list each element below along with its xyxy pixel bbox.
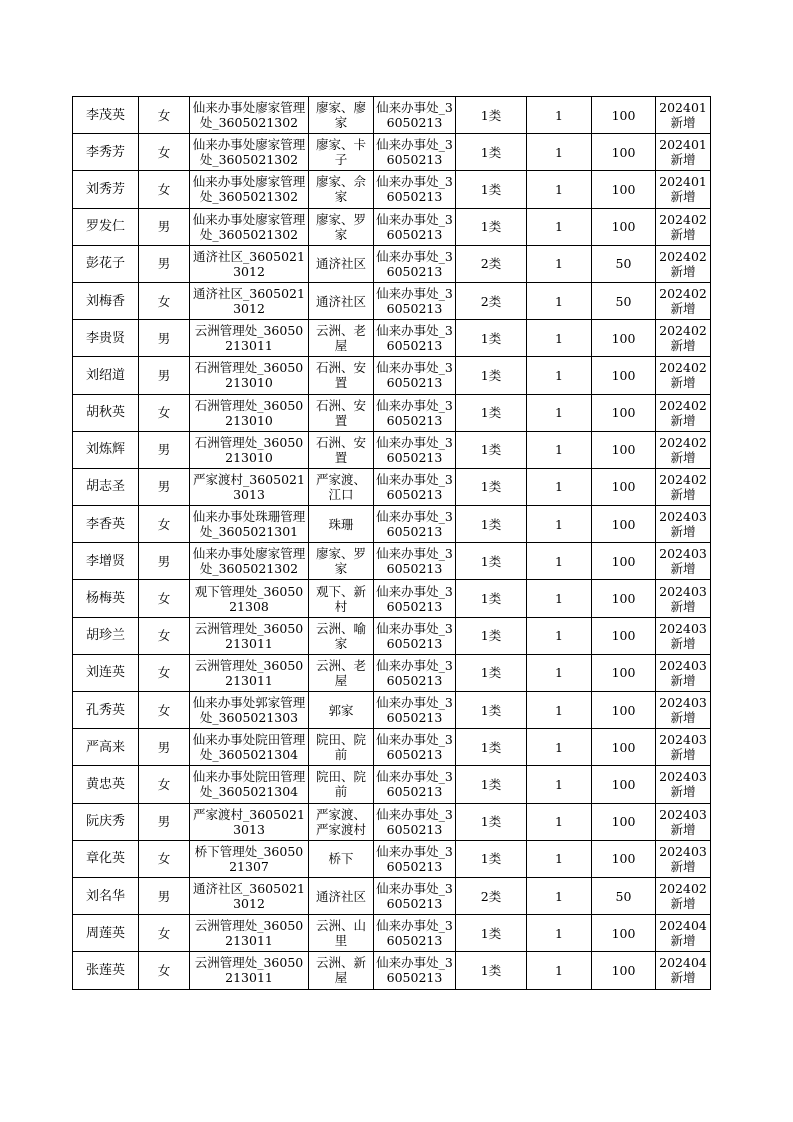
amount-cell: 100 bbox=[592, 729, 656, 766]
count-cell: 1 bbox=[527, 803, 592, 840]
person-name: 杨梅英 bbox=[73, 580, 139, 617]
person-name: 周莲英 bbox=[73, 915, 139, 952]
count-cell: 1 bbox=[527, 320, 592, 357]
category-cell: 1类 bbox=[456, 654, 527, 691]
village-cell: 院田、院前 bbox=[309, 729, 374, 766]
note-cell: 202403新增 bbox=[656, 543, 711, 580]
count-cell: 1 bbox=[527, 580, 592, 617]
amount-cell: 100 bbox=[592, 506, 656, 543]
note-cell: 202401新增 bbox=[656, 134, 711, 171]
amount-cell: 100 bbox=[592, 171, 656, 208]
office-cell: 仙来办事处_36050213 bbox=[374, 97, 456, 134]
count-cell: 1 bbox=[527, 766, 592, 803]
amount-cell: 100 bbox=[592, 617, 656, 654]
village-cell: 廖家、佘家 bbox=[309, 171, 374, 208]
table-row bbox=[73, 877, 711, 914]
office-cell: 仙来办事处_36050213 bbox=[374, 506, 456, 543]
office-cell: 仙来办事处_36050213 bbox=[374, 729, 456, 766]
count-cell: 1 bbox=[527, 915, 592, 952]
village-cell: 廖家、罗家 bbox=[309, 543, 374, 580]
table-row bbox=[73, 617, 711, 654]
table-row bbox=[73, 803, 711, 840]
person-name: 胡秋英 bbox=[73, 394, 139, 431]
person-name: 刘梅香 bbox=[73, 282, 139, 319]
count-cell: 1 bbox=[527, 952, 592, 989]
admin-unit-cell: 仙来办事处廖家管理处_3605021302 bbox=[190, 208, 309, 245]
admin-unit-cell: 通济社区_36050213012 bbox=[190, 877, 309, 914]
amount-cell: 100 bbox=[592, 134, 656, 171]
person-name: 李香英 bbox=[73, 506, 139, 543]
count-cell: 1 bbox=[527, 617, 592, 654]
amount-cell: 50 bbox=[592, 877, 656, 914]
gender-cell: 男 bbox=[139, 543, 190, 580]
village-cell: 观下、新村 bbox=[309, 580, 374, 617]
village-cell: 石洲、安置 bbox=[309, 357, 374, 394]
note-cell: 202403新增 bbox=[656, 654, 711, 691]
category-cell: 2类 bbox=[456, 877, 527, 914]
person-name: 彭花子 bbox=[73, 245, 139, 282]
office-cell: 仙来办事处_36050213 bbox=[374, 692, 456, 729]
person-name: 李秀芳 bbox=[73, 134, 139, 171]
admin-unit-cell: 仙来办事处廖家管理处_3605021302 bbox=[190, 171, 309, 208]
category-cell: 2类 bbox=[456, 245, 527, 282]
admin-unit-cell: 云洲管理处_36050213011 bbox=[190, 617, 309, 654]
admin-unit-cell: 石洲管理处_36050213010 bbox=[190, 431, 309, 468]
admin-unit-cell: 仙来办事处廖家管理处_3605021302 bbox=[190, 97, 309, 134]
gender-cell: 女 bbox=[139, 915, 190, 952]
admin-unit-cell: 仙来办事处廖家管理处_3605021302 bbox=[190, 543, 309, 580]
note-cell: 202403新增 bbox=[656, 506, 711, 543]
gender-cell: 女 bbox=[139, 97, 190, 134]
admin-unit-cell: 云洲管理处_36050213011 bbox=[190, 915, 309, 952]
village-cell: 云洲、新屋 bbox=[309, 952, 374, 989]
admin-unit-cell: 仙来办事处郭家管理处_3605021303 bbox=[190, 692, 309, 729]
office-cell: 仙来办事处_36050213 bbox=[374, 357, 456, 394]
category-cell: 2类 bbox=[456, 282, 527, 319]
person-name: 刘炼辉 bbox=[73, 431, 139, 468]
village-cell: 廖家、卡子 bbox=[309, 134, 374, 171]
roster-body bbox=[73, 97, 711, 990]
person-name: 张莲英 bbox=[73, 952, 139, 989]
note-cell: 202402新增 bbox=[656, 468, 711, 505]
office-cell: 仙来办事处_36050213 bbox=[374, 134, 456, 171]
office-cell: 仙来办事处_36050213 bbox=[374, 766, 456, 803]
village-cell: 石洲、安置 bbox=[309, 431, 374, 468]
note-cell: 202402新增 bbox=[656, 877, 711, 914]
gender-cell: 女 bbox=[139, 282, 190, 319]
gender-cell: 男 bbox=[139, 803, 190, 840]
village-cell: 云洲、老屋 bbox=[309, 320, 374, 357]
admin-unit-cell: 仙来办事处珠珊管理处_3605021301 bbox=[190, 506, 309, 543]
note-cell: 202402新增 bbox=[656, 320, 711, 357]
office-cell: 仙来办事处_36050213 bbox=[374, 840, 456, 877]
gender-cell: 男 bbox=[139, 468, 190, 505]
person-name: 严高来 bbox=[73, 729, 139, 766]
admin-unit-cell: 云洲管理处_36050213011 bbox=[190, 654, 309, 691]
amount-cell: 100 bbox=[592, 840, 656, 877]
person-name: 李增贤 bbox=[73, 543, 139, 580]
office-cell: 仙来办事处_36050213 bbox=[374, 915, 456, 952]
table-row bbox=[73, 245, 711, 282]
amount-cell: 100 bbox=[592, 915, 656, 952]
person-name: 李贵贤 bbox=[73, 320, 139, 357]
person-name: 阮庆秀 bbox=[73, 803, 139, 840]
table-row bbox=[73, 952, 711, 989]
table-row bbox=[73, 394, 711, 431]
person-name: 胡珍兰 bbox=[73, 617, 139, 654]
gender-cell: 男 bbox=[139, 431, 190, 468]
count-cell: 1 bbox=[527, 431, 592, 468]
category-cell: 1类 bbox=[456, 580, 527, 617]
village-cell: 通济社区 bbox=[309, 282, 374, 319]
office-cell: 仙来办事处_36050213 bbox=[374, 245, 456, 282]
gender-cell: 女 bbox=[139, 580, 190, 617]
amount-cell: 100 bbox=[592, 654, 656, 691]
count-cell: 1 bbox=[527, 282, 592, 319]
category-cell: 1类 bbox=[456, 915, 527, 952]
gender-cell: 男 bbox=[139, 245, 190, 282]
table-row bbox=[73, 357, 711, 394]
amount-cell: 50 bbox=[592, 282, 656, 319]
table-row bbox=[73, 692, 711, 729]
person-name: 章化英 bbox=[73, 840, 139, 877]
count-cell: 1 bbox=[527, 468, 592, 505]
person-name: 刘绍道 bbox=[73, 357, 139, 394]
table-row bbox=[73, 282, 711, 319]
admin-unit-cell: 观下管理处_3605021308 bbox=[190, 580, 309, 617]
count-cell: 1 bbox=[527, 134, 592, 171]
gender-cell: 女 bbox=[139, 952, 190, 989]
admin-unit-cell: 仙来办事处廖家管理处_3605021302 bbox=[190, 134, 309, 171]
gender-cell: 女 bbox=[139, 506, 190, 543]
amount-cell: 50 bbox=[592, 245, 656, 282]
village-cell: 通济社区 bbox=[309, 877, 374, 914]
gender-cell: 女 bbox=[139, 654, 190, 691]
village-cell: 云洲、老屋 bbox=[309, 654, 374, 691]
admin-unit-cell: 石洲管理处_36050213010 bbox=[190, 357, 309, 394]
person-name: 孔秀英 bbox=[73, 692, 139, 729]
gender-cell: 女 bbox=[139, 766, 190, 803]
village-cell: 云洲、山里 bbox=[309, 915, 374, 952]
table-row bbox=[73, 134, 711, 171]
person-name: 刘连英 bbox=[73, 654, 139, 691]
office-cell: 仙来办事处_36050213 bbox=[374, 952, 456, 989]
category-cell: 1类 bbox=[456, 468, 527, 505]
category-cell: 1类 bbox=[456, 357, 527, 394]
village-cell: 严家渡、严家渡村 bbox=[309, 803, 374, 840]
table-row bbox=[73, 320, 711, 357]
note-cell: 202402新增 bbox=[656, 394, 711, 431]
table-row bbox=[73, 468, 711, 505]
village-cell: 郭家 bbox=[309, 692, 374, 729]
note-cell: 202401新增 bbox=[656, 97, 711, 134]
village-cell: 院田、院前 bbox=[309, 766, 374, 803]
admin-unit-cell: 桥下管理处_3605021307 bbox=[190, 840, 309, 877]
admin-unit-cell: 通济社区_36050213012 bbox=[190, 245, 309, 282]
category-cell: 1类 bbox=[456, 431, 527, 468]
village-cell: 廖家、罗家 bbox=[309, 208, 374, 245]
category-cell: 1类 bbox=[456, 394, 527, 431]
table-row bbox=[73, 543, 711, 580]
category-cell: 1类 bbox=[456, 840, 527, 877]
person-name: 李茂英 bbox=[73, 97, 139, 134]
category-cell: 1类 bbox=[456, 171, 527, 208]
count-cell: 1 bbox=[527, 506, 592, 543]
note-cell: 202402新增 bbox=[656, 208, 711, 245]
category-cell: 1类 bbox=[456, 134, 527, 171]
village-cell: 廖家、廖家 bbox=[309, 97, 374, 134]
village-cell: 石洲、安置 bbox=[309, 394, 374, 431]
office-cell: 仙来办事处_36050213 bbox=[374, 617, 456, 654]
admin-unit-cell: 严家渡村_36050213013 bbox=[190, 468, 309, 505]
gender-cell: 男 bbox=[139, 208, 190, 245]
category-cell: 1类 bbox=[456, 692, 527, 729]
count-cell: 1 bbox=[527, 208, 592, 245]
category-cell: 1类 bbox=[456, 766, 527, 803]
gender-cell: 女 bbox=[139, 171, 190, 208]
note-cell: 202403新增 bbox=[656, 729, 711, 766]
village-cell: 通济社区 bbox=[309, 245, 374, 282]
admin-unit-cell: 云洲管理处_36050213011 bbox=[190, 952, 309, 989]
office-cell: 仙来办事处_36050213 bbox=[374, 208, 456, 245]
office-cell: 仙来办事处_36050213 bbox=[374, 543, 456, 580]
office-cell: 仙来办事处_36050213 bbox=[374, 320, 456, 357]
count-cell: 1 bbox=[527, 543, 592, 580]
gender-cell: 男 bbox=[139, 877, 190, 914]
village-cell: 严家渡、江口 bbox=[309, 468, 374, 505]
count-cell: 1 bbox=[527, 877, 592, 914]
note-cell: 202404新增 bbox=[656, 952, 711, 989]
table-row bbox=[73, 915, 711, 952]
office-cell: 仙来办事处_36050213 bbox=[374, 171, 456, 208]
category-cell: 1类 bbox=[456, 952, 527, 989]
table-row bbox=[73, 208, 711, 245]
count-cell: 1 bbox=[527, 840, 592, 877]
count-cell: 1 bbox=[527, 171, 592, 208]
gender-cell: 女 bbox=[139, 134, 190, 171]
table-row bbox=[73, 97, 711, 134]
gender-cell: 女 bbox=[139, 617, 190, 654]
amount-cell: 100 bbox=[592, 580, 656, 617]
admin-unit-cell: 严家渡村_36050213013 bbox=[190, 803, 309, 840]
category-cell: 1类 bbox=[456, 617, 527, 654]
office-cell: 仙来办事处_36050213 bbox=[374, 654, 456, 691]
table-row bbox=[73, 506, 711, 543]
note-cell: 202403新增 bbox=[656, 692, 711, 729]
note-cell: 202402新增 bbox=[656, 431, 711, 468]
amount-cell: 100 bbox=[592, 431, 656, 468]
office-cell: 仙来办事处_36050213 bbox=[374, 282, 456, 319]
gender-cell: 女 bbox=[139, 692, 190, 729]
note-cell: 202403新增 bbox=[656, 617, 711, 654]
admin-unit-cell: 仙来办事处院田管理处_3605021304 bbox=[190, 729, 309, 766]
count-cell: 1 bbox=[527, 692, 592, 729]
admin-unit-cell: 通济社区_36050213012 bbox=[190, 282, 309, 319]
office-cell: 仙来办事处_36050213 bbox=[374, 394, 456, 431]
person-name: 刘名华 bbox=[73, 877, 139, 914]
table-row bbox=[73, 431, 711, 468]
amount-cell: 100 bbox=[592, 543, 656, 580]
village-cell: 云洲、喻家 bbox=[309, 617, 374, 654]
count-cell: 1 bbox=[527, 97, 592, 134]
note-cell: 202404新增 bbox=[656, 915, 711, 952]
table-row bbox=[73, 654, 711, 691]
table-row bbox=[73, 580, 711, 617]
category-cell: 1类 bbox=[456, 729, 527, 766]
category-cell: 1类 bbox=[456, 506, 527, 543]
office-cell: 仙来办事处_36050213 bbox=[374, 580, 456, 617]
office-cell: 仙来办事处_36050213 bbox=[374, 803, 456, 840]
village-cell: 珠珊 bbox=[309, 506, 374, 543]
table-row bbox=[73, 840, 711, 877]
amount-cell: 100 bbox=[592, 468, 656, 505]
amount-cell: 100 bbox=[592, 208, 656, 245]
category-cell: 1类 bbox=[456, 97, 527, 134]
table-row bbox=[73, 729, 711, 766]
person-name: 黄忠英 bbox=[73, 766, 139, 803]
gender-cell: 女 bbox=[139, 840, 190, 877]
amount-cell: 100 bbox=[592, 803, 656, 840]
count-cell: 1 bbox=[527, 394, 592, 431]
note-cell: 202403新增 bbox=[656, 803, 711, 840]
category-cell: 1类 bbox=[456, 208, 527, 245]
table-row bbox=[73, 766, 711, 803]
amount-cell: 100 bbox=[592, 692, 656, 729]
office-cell: 仙来办事处_36050213 bbox=[374, 431, 456, 468]
count-cell: 1 bbox=[527, 729, 592, 766]
note-cell: 202402新增 bbox=[656, 282, 711, 319]
amount-cell: 100 bbox=[592, 952, 656, 989]
gender-cell: 女 bbox=[139, 394, 190, 431]
note-cell: 202403新增 bbox=[656, 840, 711, 877]
gender-cell: 男 bbox=[139, 357, 190, 394]
category-cell: 1类 bbox=[456, 803, 527, 840]
category-cell: 1类 bbox=[456, 320, 527, 357]
village-cell: 桥下 bbox=[309, 840, 374, 877]
gender-cell: 男 bbox=[139, 729, 190, 766]
admin-unit-cell: 云洲管理处_36050213011 bbox=[190, 320, 309, 357]
admin-unit-cell: 石洲管理处_36050213010 bbox=[190, 394, 309, 431]
office-cell: 仙来办事处_36050213 bbox=[374, 468, 456, 505]
amount-cell: 100 bbox=[592, 766, 656, 803]
office-cell: 仙来办事处_36050213 bbox=[374, 877, 456, 914]
count-cell: 1 bbox=[527, 357, 592, 394]
gender-cell: 男 bbox=[139, 320, 190, 357]
admin-unit-cell: 仙来办事处院田管理处_3605021304 bbox=[190, 766, 309, 803]
count-cell: 1 bbox=[527, 654, 592, 691]
note-cell: 202402新增 bbox=[656, 357, 711, 394]
roster-table bbox=[72, 96, 711, 990]
amount-cell: 100 bbox=[592, 97, 656, 134]
note-cell: 202403新增 bbox=[656, 580, 711, 617]
amount-cell: 100 bbox=[592, 394, 656, 431]
count-cell: 1 bbox=[527, 245, 592, 282]
amount-cell: 100 bbox=[592, 320, 656, 357]
person-name: 刘秀芳 bbox=[73, 171, 139, 208]
category-cell: 1类 bbox=[456, 543, 527, 580]
note-cell: 202401新增 bbox=[656, 171, 711, 208]
amount-cell: 100 bbox=[592, 357, 656, 394]
person-name: 罗发仁 bbox=[73, 208, 139, 245]
table-row bbox=[73, 171, 711, 208]
person-name: 胡志圣 bbox=[73, 468, 139, 505]
note-cell: 202402新增 bbox=[656, 245, 711, 282]
note-cell: 202403新增 bbox=[656, 766, 711, 803]
